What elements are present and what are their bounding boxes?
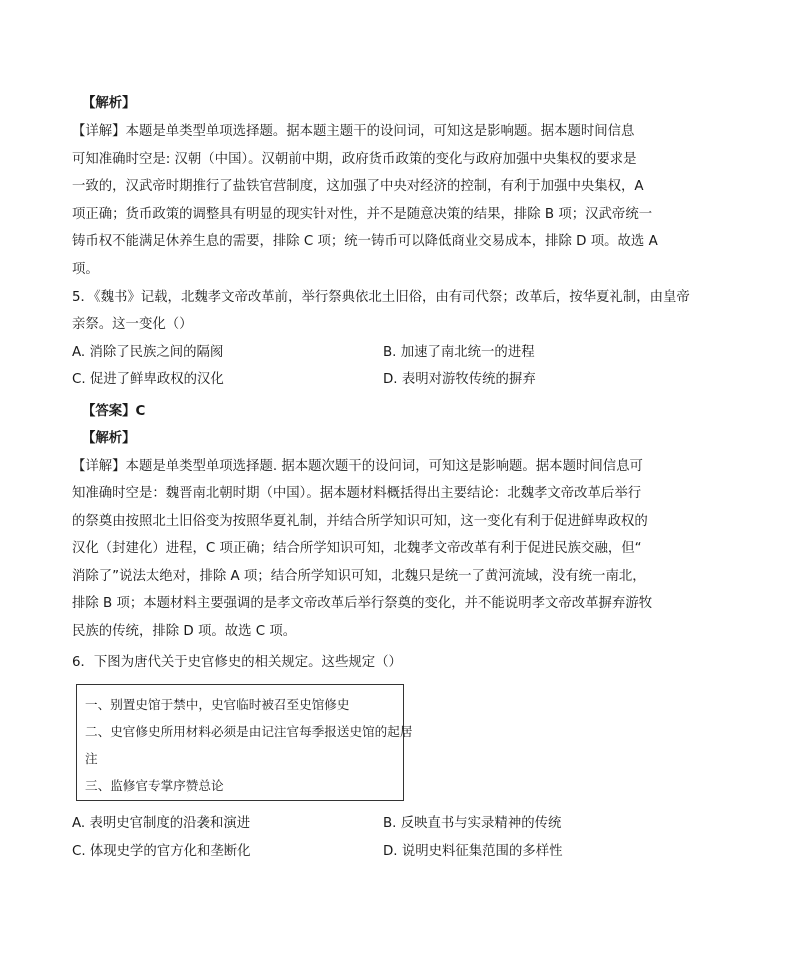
q6-option-a: A. 表明史官制度的沿袭和演进 <box>72 816 251 831</box>
q6-box-line-3: 注 <box>85 751 98 766</box>
q5-detail-line-5: 消除了”说法太绝对，排除 A 项；结合所学知识可知，北魏只是统一了黄河流域，没有统一南北， <box>72 569 646 584</box>
q4-detail-line-2: 可知准确时空是: 汉朝（中国）。汉朝前中期，政府货币政策的变化与政府加强中央集权的要求是 <box>72 152 637 167</box>
q5-stem-line-1: 5．《魏书》记载，北魏孝文帝改革前，举行祭典依北土旧俗，由有司代祭；改革后，按华夏礼制，由皇帝 <box>72 290 690 305</box>
q4-detail-line-3: 一致的，汉武帝时期推行了盐铁官营制度，这加强了中央对经济的控制，有利于加强中央集权，A <box>72 179 644 194</box>
q5-option-d: D. 表明对游牧传统的摒弃 <box>383 372 536 387</box>
q5-analysis-label: 【解析】 <box>82 431 136 446</box>
q6-box-line-2: 二、史官修史所用材料必须是由记注官每季报送史馆的起居 <box>85 724 413 739</box>
q6-box-line-4: 三、监修官专掌序赞总论 <box>85 778 224 793</box>
q4-detail-line-5: 铸币权不能满足休养生息的需要，排除 C 项；统一铸币可以降低商业交易成本，排除 D 项。故选 A <box>72 234 658 249</box>
q4-detail-line-6: 项。 <box>72 262 99 277</box>
q5-option-a: A. 消除了民族之间的隔阂 <box>72 345 224 360</box>
q5-option-c: C. 促进了鲜卑政权的汉化 <box>72 372 224 387</box>
q6-regulation-box <box>76 684 413 801</box>
q5-detail-line-4: 汉化（封建化）进程，C 项正确；结合所学知识可知，北魏孝文帝改革有利于促进民族交融，但“ <box>72 541 642 556</box>
q4-detail-line-4: 项正确；货币政策的调整具有明显的现实针对性，并不是随意决策的结果，排除 B 项；汉武帝统一 <box>72 207 653 222</box>
q6-option-c: C. 体现史学的官方化和垄断化 <box>72 844 251 859</box>
q6-option-d: D. 说明史料征集范围的多样性 <box>383 844 563 859</box>
q5-detail-line-2: 知准确时空是：魏晋南北朝时期（中国）。据本题材料概括得出主要结论：北魏孝文帝改革后举行 <box>72 486 642 501</box>
q6-stem: 6．下图为唐代关于史官修史的相关规定。这些规定（） <box>72 655 402 670</box>
q5-detail-line-3: 的祭奠由按照北土旧俗变为按照华夏礼制，并结合所学知识可知，这一变化有利于促进鲜卑政权的 <box>72 514 648 529</box>
q5-answer: 【答案】C <box>82 404 146 419</box>
q6-box-line-1: 一、别置史馆于禁中，史官临时被召至史馆修史 <box>85 697 350 712</box>
q6-option-b: B. 反映直书与实录精神的传统 <box>383 816 562 831</box>
q5-detail-line-6: 排除 B 项；本题材料主要强调的是孝文帝改革后举行祭奠的变化，并不能说明孝文帝改革摒弃游牧 <box>72 596 653 611</box>
q4-detail-line-1: 【详解】本题是单类型单项选择题。据本题主题干的设问词，可知这是影响题。据本题时间信息 <box>72 124 635 139</box>
q4-analysis-label: 【解析】 <box>82 96 136 111</box>
q5-detail-line-1: 【详解】本题是单类型单项选择题. 据本题次题干的设问词，可知这是影响题。据本题时间信息可 <box>72 459 643 474</box>
q5-detail-line-7: 民族的传统，排除 D 项。故选 C 项。 <box>72 624 297 639</box>
q5-stem-line-2: 亲祭。这一变化（） <box>72 317 193 332</box>
q5-option-b: B. 加速了南北统一的进程 <box>383 345 535 360</box>
